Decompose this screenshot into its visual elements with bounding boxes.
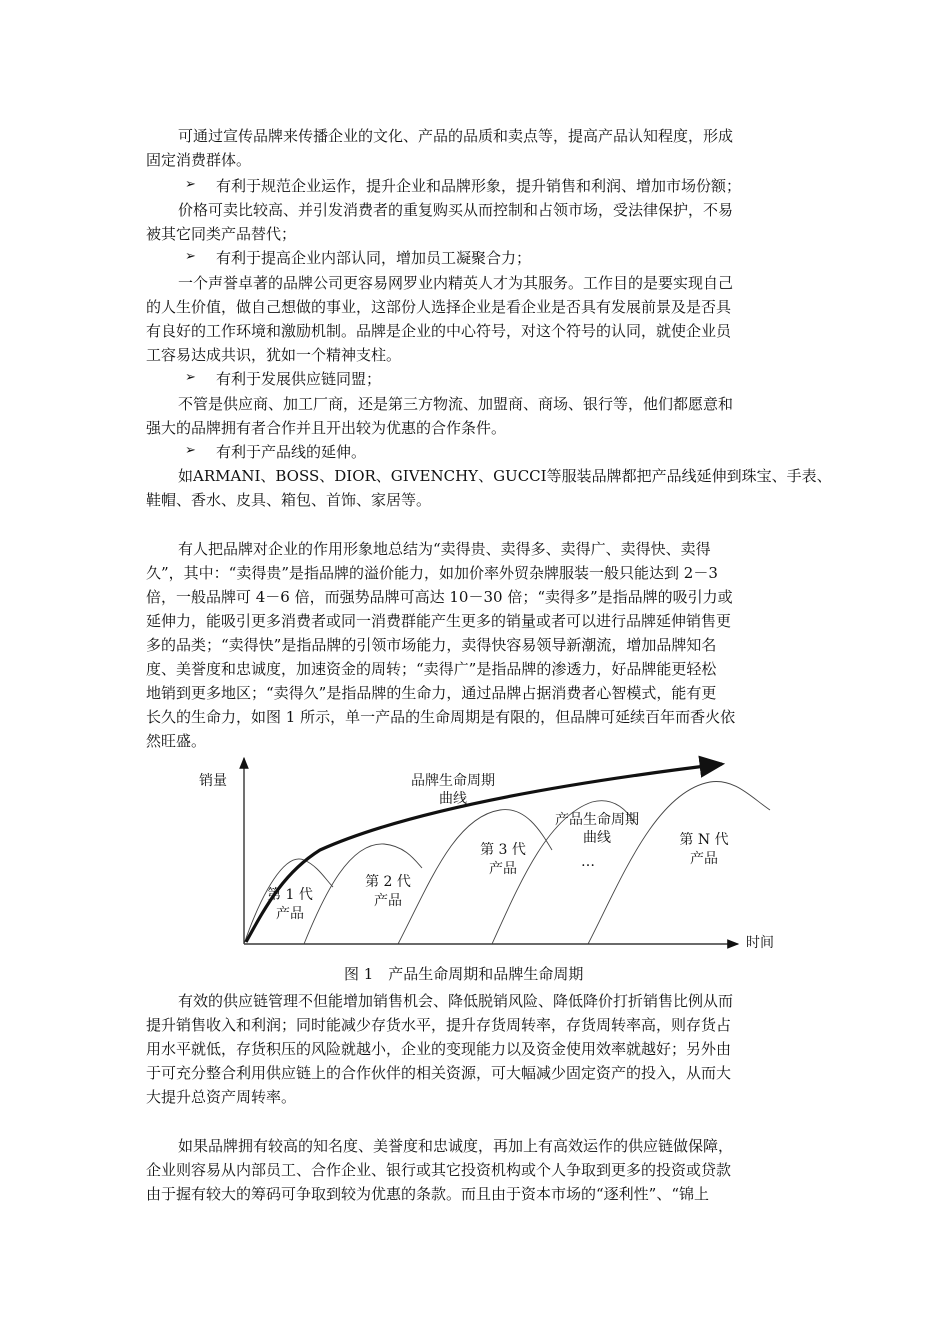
paragraph-line: 多的品类；“卖得快”是指品牌的引领市场能力，卖得快容易领导新潮流，增加品牌知名	[146, 636, 717, 654]
paragraph-line: 如果品牌拥有较高的知名度、美誉度和忠诚度，再加上有高效运作的供应链做保障，	[178, 1137, 734, 1155]
brand-curve-label: 品牌生命周期	[411, 773, 495, 789]
paragraph-line: 长久的生命力，如图 1 所示，单一产品的生命周期是有限的，但品牌可延续百年而香火依	[146, 708, 736, 726]
paragraph-line: 被其它同类产品替代；	[146, 225, 297, 243]
genN-label: 第 N 代	[679, 832, 729, 848]
paragraph-line: 由于握有较大的筹码可争取到较为优惠的条款。而且由于资本市场的“逐利性”、“锦上	[146, 1185, 710, 1203]
paragraph-line: 有效的供应链管理不但能增加销售机会、降低脱销风险、降低降价打折销售比例从而	[178, 992, 734, 1010]
paragraph-line: 价格可卖比较高、并引发消费者的重复购买从而控制和占领市场，受法律保护，不易	[178, 201, 734, 219]
product-curve-genN	[588, 781, 770, 944]
paragraph-line: 强大的品牌拥有者合作并且开出较为优惠的合作条件。	[146, 419, 507, 437]
paragraph-line: 倍，一般品牌可 4－6 倍，而强势品牌可高达 10－30 倍；“卖得多”是指品牌的吸引力或	[146, 588, 733, 606]
paragraph-line: 不管是供应商、加工厂商，还是第三方物流、加盟商、商场、银行等，他们都愿意和	[178, 395, 734, 413]
paragraph-line: 于可充分整合利用供应链上的合作伙伴的相关资源，可大幅减少固定资产的投入，从而大	[146, 1064, 732, 1082]
paragraph-line: 有人把品牌对企业的作用形象地总结为“卖得贵、卖得多、卖得广、卖得快、卖得	[178, 540, 711, 558]
product-curve-gen2	[304, 844, 422, 944]
paragraph-line: 的人生价值，做自己想做的事业，这部份人选择企业是看企业是否具有发展前景及是否具	[146, 298, 732, 316]
paragraph-line: 工容易达成共识，犹如一个精神支柱。	[146, 346, 402, 364]
x-axis-label: 时间	[746, 935, 774, 951]
gen1-label: 第 1 代	[267, 887, 313, 903]
paragraph-line: 提升销售收入和利润；同时能减少存货水平，提升存货周转率，存货周转率高，则存货占	[146, 1016, 732, 1034]
bullet-arrow-icon: ➢	[185, 443, 196, 458]
gen1-label: 产品	[276, 906, 304, 922]
product-curve-label: 曲线	[583, 830, 611, 846]
bullet-arrow-icon: ➢	[185, 370, 196, 385]
brand-curve-label: 曲线	[439, 791, 467, 807]
gen2-label: 第 2 代	[365, 874, 411, 890]
paragraph-line: 鞋帽、香水、皮具、箱包、首饰、家居等。	[146, 491, 432, 509]
gen3-label: 产品	[489, 861, 517, 877]
paragraph-line: 企业则容易从内部员工、合作企业、银行或其它投资机构或个人争取到更多的投资或贷款	[146, 1161, 732, 1179]
gen3-label: 第 3 代	[480, 842, 526, 858]
ellipsis-label: …	[581, 854, 595, 870]
paragraph-line: 固定消费群体。	[146, 151, 252, 169]
paragraph-line: 如ARMANI、BOSS、DIOR、GIVENCHY、GUCCI等服装品牌都把产品线延伸到珠宝、手表、	[178, 467, 832, 485]
paragraph-line: 地销到更多地区；“卖得久”是指品牌的生命力，通过品牌占据消费者心智模式，能有更	[146, 684, 717, 702]
paragraph-line: 有良好的工作环境和激励机制。品牌是企业的中心符号，对这个符号的认同，就使企业员	[146, 322, 732, 340]
genN-label: 产品	[690, 851, 718, 867]
bullet-item: 有利于提高企业内部认同，增加员工凝聚合力；	[216, 249, 532, 267]
bullet-item: 有利于产品线的延伸。	[216, 443, 367, 461]
figure-caption: 图 1 产品生命周期和品牌生命周期	[344, 965, 584, 983]
y-axis-label: 销量	[199, 773, 227, 789]
paragraph-line: 然旺盛。	[146, 732, 207, 750]
paragraph-line: 大提升总资产周转率。	[146, 1088, 297, 1106]
paragraph-line: 久”，其中：“卖得贵”是指品牌的溢价能力，如加价率外贸杂牌服装一般只能达到 2－3	[146, 564, 718, 582]
bullet-arrow-icon: ➢	[185, 249, 196, 264]
paragraph-line: 用水平就低，存货积压的风险就越小，企业的变现能力以及资金使用效率就越好；另外由	[146, 1040, 732, 1058]
paragraph-line: 延伸力，能吸引更多消费者或同一消费群能产生更多的销量或者可以进行品牌延伸销售更	[146, 612, 732, 630]
bullet-arrow-icon: ➢	[185, 177, 196, 192]
gen2-label: 产品	[374, 893, 402, 909]
paragraph-line: 度、美誉度和忠诚度，加速资金的周转；“卖得广”是指品牌的渗透力，好品牌能更轻松	[146, 660, 717, 678]
product-curve-gen3	[398, 810, 552, 944]
bullet-item: 有利于发展供应链同盟；	[216, 370, 382, 388]
product-curve-label: 产品生命周期	[555, 812, 639, 828]
paragraph-line: 一个声誉卓著的品牌公司更容易网罗业内精英人才为其服务。工作目的是要实现自己	[178, 274, 734, 292]
paragraph-line: 可通过宣传品牌来传播企业的文化、产品的品质和卖点等，提高产品认知程度，形成	[178, 127, 734, 145]
bullet-item: 有利于规范企业运作，提升企业和品牌形象，提升销售和利润、增加市场份额；	[216, 177, 742, 195]
